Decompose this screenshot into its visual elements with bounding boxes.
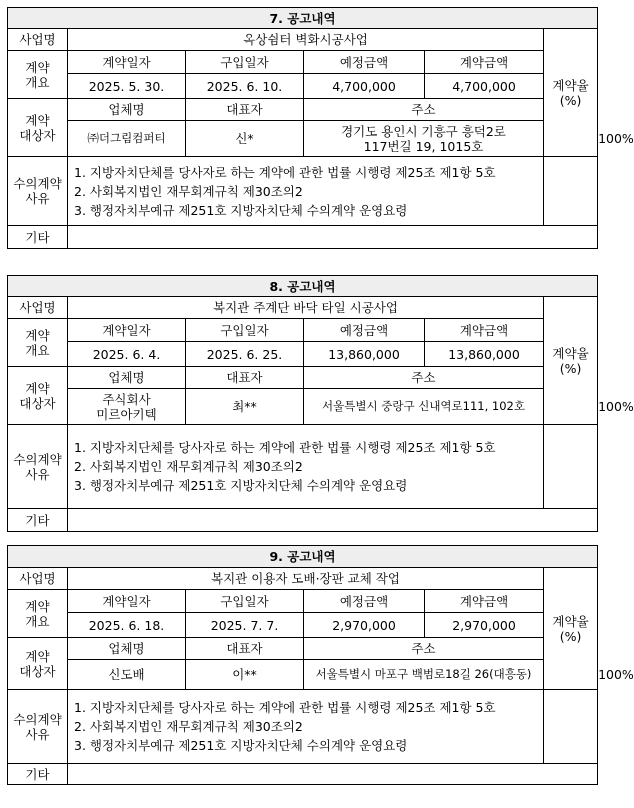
- estimated-amount: 4,700,000: [304, 74, 425, 99]
- contract-amount: 4,700,000: [425, 74, 544, 99]
- representative: 신*: [186, 121, 304, 157]
- company-name-label: 업체명: [68, 99, 186, 121]
- contract-date-label: 계약일자: [68, 51, 186, 74]
- purchase-date: 2025. 6. 10.: [186, 74, 304, 99]
- contract-overview-label: 계약 개요: [8, 590, 68, 638]
- contract-amount-label: 계약금액: [425, 590, 544, 613]
- address: 서울특별시 중랑구 신내역로111, 102호: [304, 389, 544, 425]
- purchase-date: 2025. 6. 25.: [186, 342, 304, 367]
- address-label: 주소: [304, 638, 544, 660]
- reason-side: [544, 425, 598, 509]
- notice-title: 7. 공고내역: [8, 8, 598, 29]
- estimated-amount-label: 예정금액: [304, 51, 425, 74]
- representative-label: 대표자: [186, 638, 304, 660]
- purchase-date-label: 구입일자: [186, 319, 304, 342]
- reason-label: 수의계약 사유: [8, 425, 68, 509]
- estimated-amount-label: 예정금액: [304, 319, 425, 342]
- project-name: 옥상쉼터 벽화시공사업: [68, 29, 544, 51]
- other-value: [68, 764, 598, 785]
- project-label: 사업명: [8, 568, 68, 590]
- contract-date: 2025. 5. 30.: [68, 74, 186, 99]
- address: 서울특별시 마포구 백범로18길 26(대흥동): [304, 660, 544, 690]
- reason-label: 수의계약 사유: [8, 690, 68, 764]
- other-value: [68, 509, 598, 532]
- notice-section-8: 8. 공고내역 사업명 복지관 주계단 바닥 타일 시공사업 계약율 (%) 계약 개요 계약일자 구입일자 예정금액 계약금액 2025. 6. 4. 2025. 6. 25. 13,860,000 13,860,000 계약 대상자 업체명 대표자 주소 주식회사 미르아키텍 최** 서울특별시 중랑구 신내역로111, 102호 100% 수의계약 사유 1. 지방자치단체를 당사자로 하는 계약에 관한 법률 시행령 제25조 제1항 5호 2. 사회복지법인 재무회계규칙 제30조의2 3. 행정자치부예규 제251호 지방자치단체 수의계약 운영요령 기타: [7, 275, 598, 532]
- reason-list: [68, 690, 544, 764]
- company-name: 주식회사 미르아키텍: [68, 389, 186, 425]
- reason-item: 3. 행정자치부예규 제251호 지방자치단체 수의계약 운영요령: [74, 478, 408, 493]
- reason-item: 2. 사회복지법인 재무회계규칙 제30조의2: [74, 459, 303, 474]
- reason-item: 1. 지방자치단체를 당사자로 하는 계약에 관한 법률 시행령 제25조 제1항 5호: [74, 440, 496, 455]
- other-label: 기타: [8, 764, 68, 785]
- reason-list: [68, 157, 544, 226]
- contractor-label: 계약 대상자: [8, 99, 68, 157]
- company-name: ㈜더그림컴퍼티: [68, 121, 186, 157]
- rate-cell: 계약율 (%): [544, 568, 598, 690]
- representative: 이**: [186, 660, 304, 690]
- address: 경기도 용인시 기흥구 흥덕2로 117번길 19, 1015호: [304, 121, 544, 157]
- reason-item: 3. 행정자치부예규 제251호 지방자치단체 수의계약 운영요령: [74, 202, 408, 218]
- contract-amount: 2,970,000: [425, 613, 544, 638]
- reason-item: 2. 사회복지법인 재무회계규칙 제30조의2: [74, 183, 303, 199]
- estimated-amount: 13,860,000: [304, 342, 425, 367]
- project-name: 복지관 이용자 도배·장판 교체 작업: [68, 568, 544, 590]
- contract-date-label: 계약일자: [68, 319, 186, 342]
- address-label: 주소: [304, 367, 544, 389]
- company-name: 신도배: [68, 660, 186, 690]
- contract-overview-label: 계약 개요: [8, 319, 68, 367]
- purchase-date-label: 구입일자: [186, 590, 304, 613]
- notice-title: 9. 공고내역: [8, 546, 598, 568]
- reason-item: 1. 지방자치단체를 당사자로 하는 계약에 관한 법률 시행령 제25조 제1항 5호: [74, 700, 496, 715]
- purchase-date-label: 구입일자: [186, 51, 304, 74]
- company-name-label: 업체명: [68, 638, 186, 660]
- notice-section-9: 9. 공고내역 사업명 복지관 이용자 도배·장판 교체 작업 계약율 (%) 계약 개요 계약일자 구입일자 예정금액 계약금액 2025. 6. 18. 2025. 7. 7. 2,970,000 2,970,000 계약 대상자 업체명 대표자 주소 신도배 이** 서울특별시 마포구 백범로18길 26(대흥동) 100% 수의계약 사유 1. 지방자치단체를 당사자로 하는 계약에 관한 법률 시행령 제25조 제1항 5호 2. 사회복지법인 재무회계규칙 제30조의2 3. 행정자치부예규 제251호 지방자치단체 수의계약 운영요령 기타: [7, 545, 598, 785]
- notice-section-7: 7. 공고내역 사업명 옥상쉼터 벽화시공사업 계약율 (%) 계약 개요 계약일자 구입일자 예정금액 계약금액 2025. 5. 30. 2025. 6. 10. 4,700,000 4,700,000 계약 대상자 업체명 대표자 주소 ㈜더그림컴퍼티 신* 경기도 용인시 기흥구 흥덕2로 117번길 19, 1015호 100% 수의계약 사유 1. 지방자치단체를 당사자로 하는 계약에 관한 법률 시행령 제25조 제1항 5호 2. 사회복지법인 재무회계규칙 제30조의2 3. 행정자치부예규 제251호 지방자치단체 수의계약 운영요령 기타: [7, 7, 598, 249]
- contract-date-label: 계약일자: [68, 590, 186, 613]
- project-label: 사업명: [8, 29, 68, 51]
- other-label: 기타: [8, 509, 68, 532]
- representative: 최**: [186, 389, 304, 425]
- project-name: 복지관 주계단 바닥 타일 시공사업: [68, 297, 544, 319]
- contract-amount: 13,860,000: [425, 342, 544, 367]
- reason-list: [68, 425, 544, 509]
- rate-cell: 계약율 (%): [544, 29, 598, 157]
- reason-side: [544, 690, 598, 764]
- address-label: 주소: [304, 99, 544, 121]
- reason-item: 2. 사회복지법인 재무회계규칙 제30조의2: [74, 719, 303, 734]
- purchase-date: 2025. 7. 7.: [186, 613, 304, 638]
- company-name-label: 업체명: [68, 367, 186, 389]
- other-label: 기타: [8, 226, 68, 249]
- reason-side: [544, 157, 598, 226]
- contract-date: 2025. 6. 18.: [68, 613, 186, 638]
- contractor-label: 계약 대상자: [8, 638, 68, 690]
- contract-overview-label: 계약 개요: [8, 51, 68, 99]
- project-label: 사업명: [8, 297, 68, 319]
- reason-item: 3. 행정자치부예규 제251호 지방자치단체 수의계약 운영요령: [74, 738, 408, 753]
- estimated-amount-label: 예정금액: [304, 590, 425, 613]
- rate-cell: 계약율 (%): [544, 297, 598, 425]
- estimated-amount: 2,970,000: [304, 613, 425, 638]
- contract-amount-label: 계약금액: [425, 319, 544, 342]
- other-value: [68, 226, 598, 249]
- representative-label: 대표자: [186, 367, 304, 389]
- notice-title: 8. 공고내역: [8, 276, 598, 297]
- reason-label: 수의계약 사유: [8, 157, 68, 226]
- contract-date: 2025. 6. 4.: [68, 342, 186, 367]
- contractor-label: 계약 대상자: [8, 367, 68, 425]
- reason-item: 1. 지방자치단체를 당사자로 하는 계약에 관한 법률 시행령 제25조 제1항 5호: [74, 164, 496, 180]
- representative-label: 대표자: [186, 99, 304, 121]
- contract-amount-label: 계약금액: [425, 51, 544, 74]
